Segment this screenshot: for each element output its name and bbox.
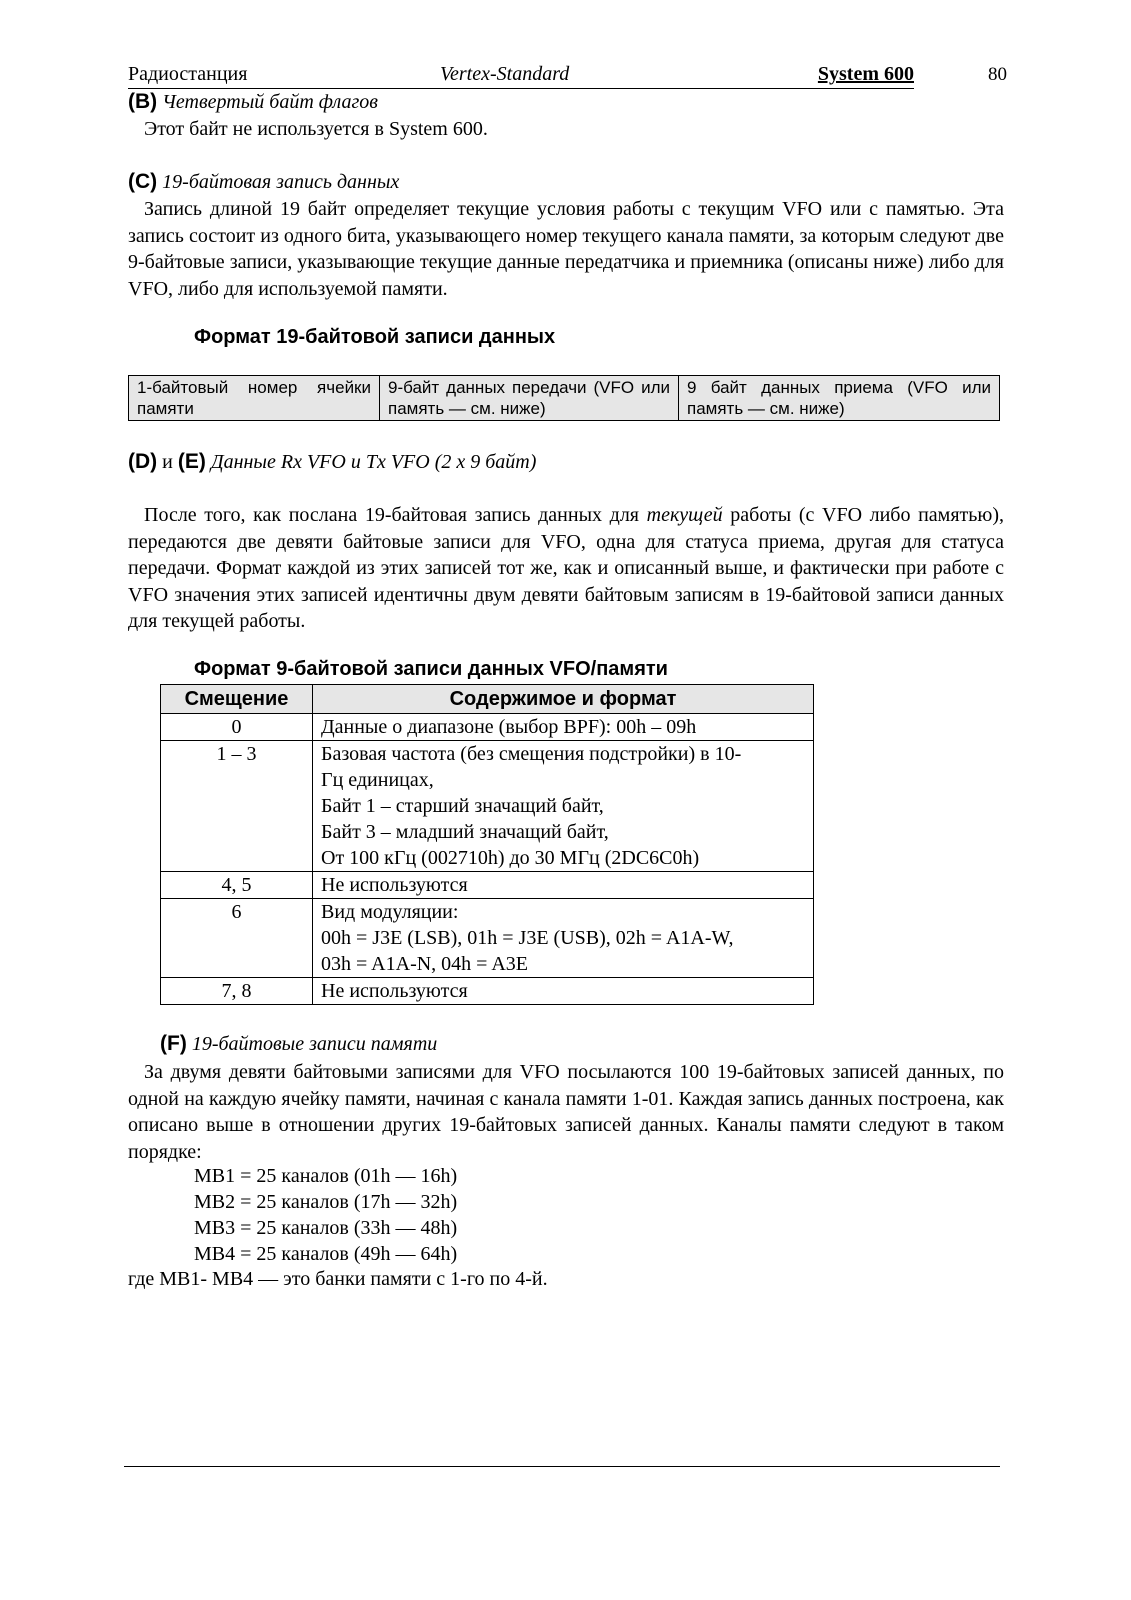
section-de-text-emph: текущей xyxy=(646,504,723,526)
format19-cell-memory: 1-байтовый номер ячейки памяти xyxy=(129,376,380,421)
memory-bank-line: MB2 = 25 каналов (17h — 32h) xyxy=(194,1191,458,1213)
format9-content-line: Базовая частота (без смещения подстройки) в 10- xyxy=(321,743,742,765)
format9-content-line: Байт 1 – старший значащий байт, xyxy=(321,795,604,817)
format9-content-line: Байт 3 – младший значащий байт, xyxy=(321,821,609,843)
format9-offset-cell: 6 xyxy=(161,899,313,978)
format19-cell-rx: 9 байт данных приема (VFO или память — см. ниже) xyxy=(679,376,1000,421)
section-b-text: Этот байт не используется в System 600. xyxy=(144,118,488,140)
section-d-letter: (D) xyxy=(128,450,158,473)
format9-content-line: 00h = J3E (LSB), 01h = J3E (USB), 02h = A1A-W, xyxy=(321,927,734,949)
bottom-rule xyxy=(124,1466,1000,1467)
format9-offset-cell: 1 – 3 xyxy=(161,741,313,872)
format9-content-cell xyxy=(313,741,814,872)
format9-row xyxy=(161,872,814,899)
header-left: Радиостанция xyxy=(128,63,248,85)
format9-table xyxy=(160,684,814,1005)
section-b-letter: (B) xyxy=(128,90,158,113)
section-f-heading xyxy=(160,1032,437,1056)
format9-content-line: 03h = A1A-N, 04h = A3E xyxy=(321,953,529,975)
format9-content-cell xyxy=(313,714,814,741)
format9-body xyxy=(161,714,814,1005)
memory-bank-line: MB3 = 25 каналов (33h — 48h) xyxy=(194,1217,458,1239)
section-c-heading xyxy=(128,170,399,194)
format19-row xyxy=(129,376,1000,421)
format9-content-line: От 100 кГц (002710h) до 30 МГц (2DC6C0h) xyxy=(321,847,700,869)
section-f-title: 19-байтовые записи памяти xyxy=(191,1033,438,1055)
format9-offset-cell: 4, 5 xyxy=(161,872,313,899)
format19-table xyxy=(128,375,1000,421)
section-de-title: Данные Rx VFO и Tx VFO (2 x 9 байт) xyxy=(210,451,537,473)
section-c-letter: (C) xyxy=(128,170,158,193)
section-b-heading xyxy=(128,90,378,114)
format19-cell-tx: 9-байт данных передачи (VFO или память — см. ниже) xyxy=(380,376,679,421)
page-header xyxy=(128,62,914,89)
format9-content-line: Данные о диапазоне (выбор BPF): 00h – 09h xyxy=(321,716,697,738)
section-de-paragraph xyxy=(128,502,1004,635)
format9-content-cell xyxy=(313,872,814,899)
section-b-title: Четвертый байт флагов xyxy=(162,91,378,113)
section-e-letter: (E) xyxy=(177,450,206,473)
format9-content-line: Не используются xyxy=(321,874,468,896)
format9-row xyxy=(161,899,814,978)
format9-content-line: Не используются xyxy=(321,980,468,1002)
format19-caption: Формат 19-байтовой записи данных xyxy=(194,326,556,348)
format9-content-cell xyxy=(313,978,814,1005)
memory-bank-line: MB1 = 25 каналов (01h — 16h) xyxy=(194,1165,458,1187)
section-c-title: 19-байтовая запись данных xyxy=(162,171,400,193)
header-right: System 600 xyxy=(817,63,914,85)
header-center: Vertex-Standard xyxy=(440,63,570,85)
page-number: 80 xyxy=(988,64,1007,85)
section-f-footer: где MB1- MB4 — это банки памяти с 1-го по 4-й. xyxy=(128,1268,548,1290)
section-f-paragraph: За двумя девяти байтовыми записями для VFO посылаются 100 19-байтовых записей данных, по одной на каждую ячейку памяти, начиная с канала памяти 1-01. Каждая запись данных построена, как описано выше в отношении других 19-байтовых записей данных. Каналы памяти следуют в таком порядке: xyxy=(128,1061,1004,1163)
format9-header-offset: Смещение xyxy=(161,685,313,714)
format9-caption: Формат 9-байтовой записи данных VFO/памяти xyxy=(194,658,668,680)
format9-header-row xyxy=(161,685,814,714)
format9-content-cell xyxy=(313,899,814,978)
format9-row xyxy=(161,714,814,741)
format9-row xyxy=(161,978,814,1005)
section-f-letter: (F) xyxy=(160,1032,187,1055)
format9-offset-cell: 0 xyxy=(161,714,313,741)
memory-bank-line: MB4 = 25 каналов (49h — 64h) xyxy=(194,1243,458,1265)
section-de-text-1: После того, как послана 19-байтовая запись данных для xyxy=(144,504,647,526)
section-c-paragraph: Запись длиной 19 байт определяет текущие условия работы с текущим VFO или с памятью. Эта запись состоит из одного бита, указывающего номер текущего канала памяти, за которым следуют две 9-байтовые записи, указывающие текущие данные передатчика и приемника (описаны ниже) либо для VFO, либо для используемой памяти. xyxy=(128,198,1004,300)
section-de-conj: и xyxy=(162,451,173,473)
format9-content-line: Вид модуляции: xyxy=(321,901,459,923)
format9-header-content: Содержимое и формат xyxy=(313,685,814,714)
section-de-text-2: работы (с VFO либо памятью), передаются две девяти байтовые записи для VFO, одна для статуса приема, другая для статуса передачи. Формат каждой из этих записей тот же, как и описанный выше, и фактически при работе с VFO значения этих записей идентичны двум девяти байтовым записям в 19-байтовой записи данных для текущей работы. xyxy=(128,504,1004,633)
section-de-heading xyxy=(128,450,536,474)
format9-row xyxy=(161,741,814,872)
format9-content-line: Гц единицах, xyxy=(321,769,434,791)
format9-offset-cell: 7, 8 xyxy=(161,978,313,1005)
